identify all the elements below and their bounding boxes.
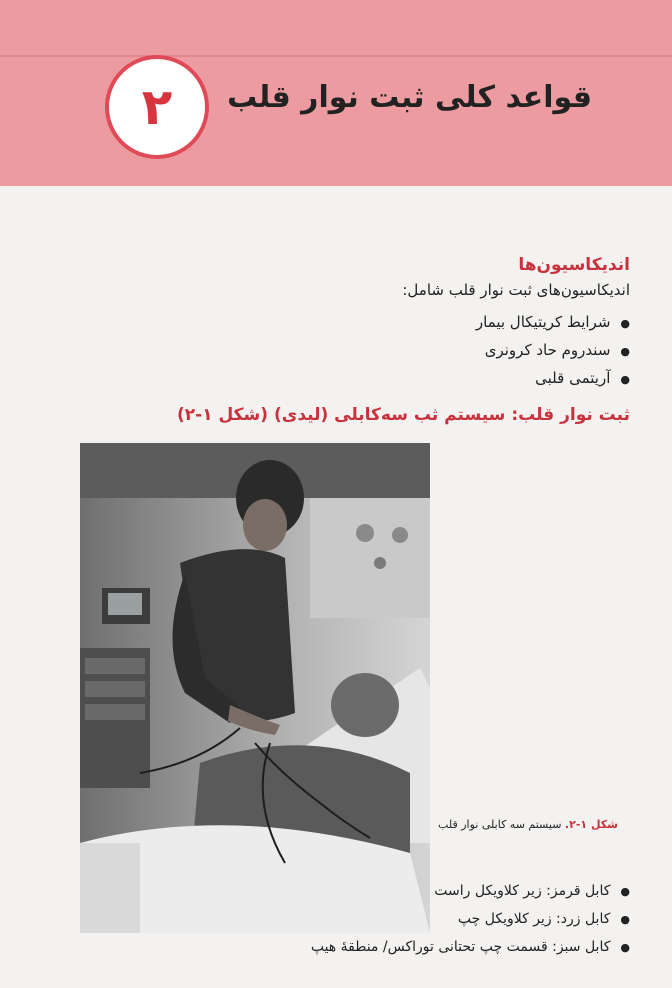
- header-divider: [0, 55, 672, 57]
- list-item: ● کابل قرمز: زیر کلاویکل راست: [311, 877, 630, 905]
- chapter-number: ۲: [141, 78, 173, 136]
- cable-list: [311, 877, 630, 961]
- indications-list: [476, 308, 630, 392]
- chapter-title: قواعد کلی ثبت نوار قلب: [227, 80, 592, 115]
- caption-number: شکل ۱-۲.: [564, 818, 618, 831]
- list-item: ● شرایط کریتیکال بیمار: [476, 308, 630, 336]
- chapter-number-badge: [105, 55, 209, 159]
- indications-intro: اندیکاسیون‌های ثبت نوار قلب شامل:: [402, 281, 630, 299]
- caption-text: سیستم سه کابلی نوار قلب: [438, 818, 562, 831]
- list-item: ● سندروم حاد کرونری: [476, 336, 630, 364]
- list-item: ● کابل سبز: قسمت چپ تحتانی توراکس/ منطقهٔ هیپ: [311, 933, 630, 961]
- indications-heading: اندیکاسیون‌ها: [518, 255, 630, 275]
- ecg-photo: [80, 443, 430, 933]
- list-item: ● کابل زرد: زیر کلاویکل چپ: [311, 905, 630, 933]
- list-item: ● آریتمی قلبی: [476, 364, 630, 392]
- figure-caption: [438, 818, 618, 831]
- three-lead-heading: ثبت نوار قلب: سیستم ثب سه‌کابلی (لیدی) (شکل ۱-۲): [176, 405, 630, 425]
